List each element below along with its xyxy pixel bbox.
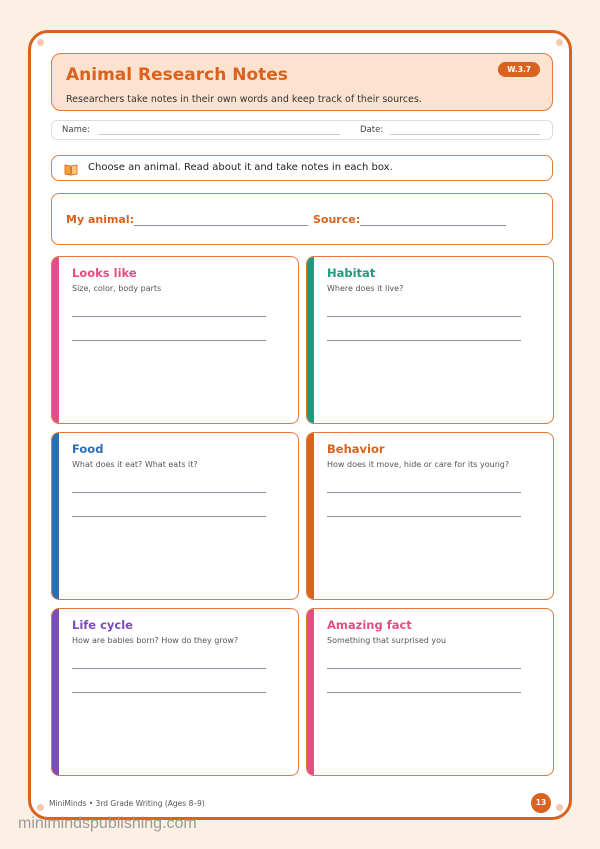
card-color-bar (307, 609, 314, 775)
card-title: Looks like (72, 266, 137, 280)
corner-dot (556, 39, 563, 46)
note-card-life-cycle (51, 608, 299, 776)
name-date-bar (51, 120, 553, 140)
page-number: 13 (531, 793, 551, 813)
source-line[interactable] (360, 225, 506, 226)
source-label: Source: (313, 213, 361, 226)
writing-line[interactable] (72, 492, 266, 493)
card-title: Habitat (327, 266, 376, 280)
note-card-looks-like (51, 256, 299, 424)
book-icon (64, 161, 78, 180)
date-line[interactable] (390, 134, 540, 135)
corner-dot (37, 804, 44, 811)
card-prompt: How does it move, hide or care for its young? (327, 460, 510, 469)
date-label: Date: (360, 125, 384, 135)
note-card-habitat (306, 256, 554, 424)
card-color-bar (52, 433, 59, 599)
note-card-behavior (306, 432, 554, 600)
writing-line[interactable] (327, 316, 521, 317)
note-card-food (51, 432, 299, 600)
card-color-bar (52, 609, 59, 775)
writing-line[interactable] (72, 516, 266, 517)
title-banner (51, 53, 553, 111)
corner-dot (556, 804, 563, 811)
card-prompt: Size, color, body parts (72, 284, 162, 293)
card-prompt: Where does it live? (327, 284, 404, 293)
name-label: Name: (62, 125, 90, 135)
card-title: Life cycle (72, 618, 133, 632)
instruction-text: Choose an animal. Read about it and take notes in each box. (88, 162, 393, 173)
card-title: Behavior (327, 442, 385, 456)
writing-line[interactable] (327, 692, 521, 693)
card-prompt: What does it eat? What eats it? (72, 460, 198, 469)
animal-source-box (51, 193, 553, 245)
writing-line[interactable] (327, 340, 521, 341)
writing-line[interactable] (327, 668, 521, 669)
writing-line[interactable] (72, 316, 266, 317)
note-card-amazing-fact (306, 608, 554, 776)
writing-line[interactable] (327, 492, 521, 493)
card-title: Amazing fact (327, 618, 412, 632)
writing-line[interactable] (72, 692, 266, 693)
corner-dot (37, 39, 44, 46)
my-animal-line[interactable] (134, 225, 308, 226)
worksheet-page (28, 30, 572, 820)
footer-text: MiniMinds • 3rd Grade Writing (Ages 8–9) (49, 799, 205, 808)
my-animal-label: My animal: (66, 213, 135, 226)
writing-line[interactable] (327, 516, 521, 517)
writing-line[interactable] (72, 340, 266, 341)
card-color-bar (52, 257, 59, 423)
page-subtitle: Researchers take notes in their own words and keep track of their sources. (66, 94, 422, 105)
card-title: Food (72, 442, 104, 456)
standard-badge: W.3.7 (498, 62, 540, 77)
card-color-bar (307, 433, 314, 599)
card-prompt: Something that surprised you (327, 636, 447, 645)
publisher-watermark: minimindspublishing.com (18, 815, 197, 832)
name-line[interactable] (98, 134, 340, 135)
card-color-bar (307, 257, 314, 423)
page-title: Animal Research Notes (66, 65, 288, 85)
instruction-box (51, 155, 553, 181)
card-prompt: How are babies born? How do they grow? (72, 636, 239, 645)
writing-line[interactable] (72, 668, 266, 669)
